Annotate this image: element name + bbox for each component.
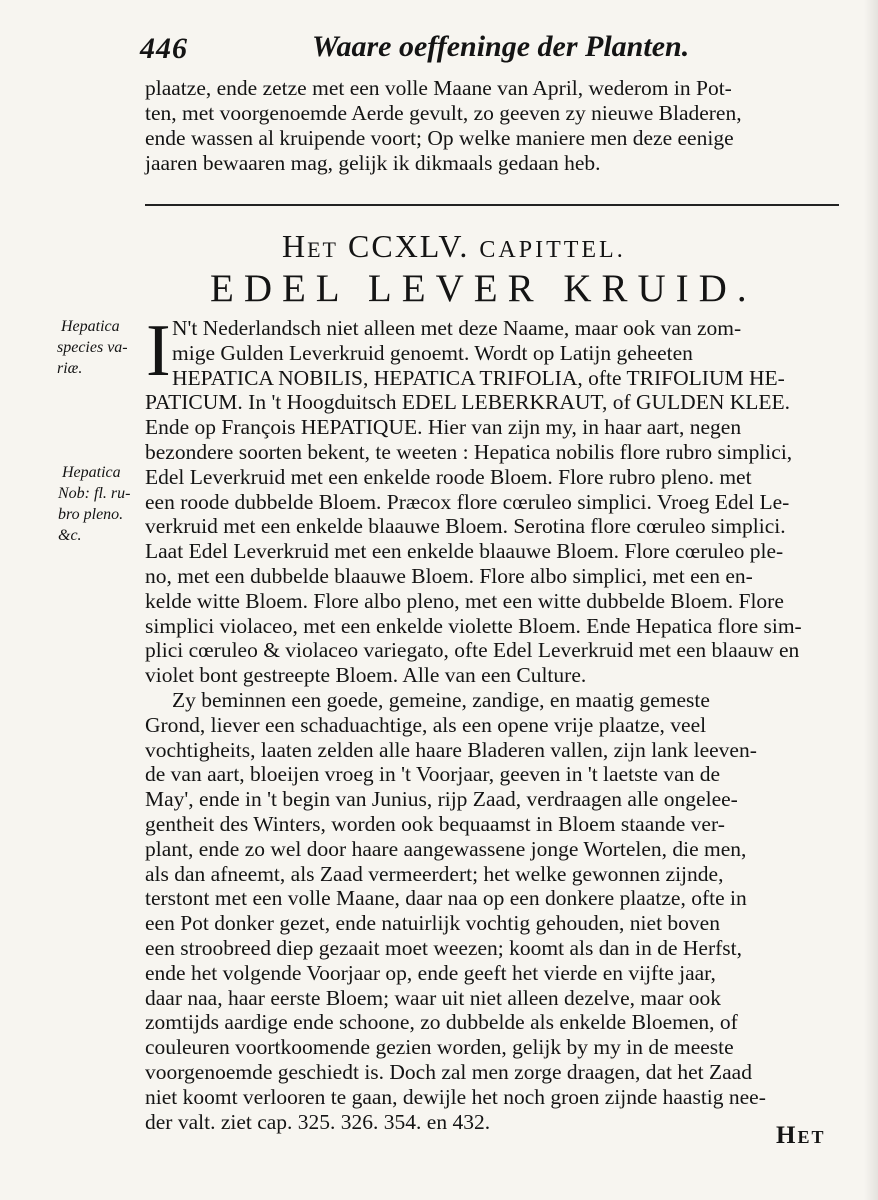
chapter-capittel: CAPITTEL.: [479, 237, 626, 263]
text-line: N't Nederlandsch niet alleen met deze Naame, maar ook van zom-: [172, 316, 742, 340]
text-line: ende wassen al kruipende voort; Op welke maniere men deze eenige: [145, 126, 734, 150]
margin-note-line: Hepatica: [61, 318, 120, 335]
text-line: daar naa, haar eerste Bloem; waar uit niet alleen dezelve, maar ook: [145, 985, 722, 1010]
text-line: no, met een dubbelde blaauwe Bloem. Flore albo simplici, met een en-: [145, 564, 753, 588]
text-line: een stroobreed diep gezaait moet weezen; koomt als dan in de Herfst,: [145, 936, 742, 960]
page-edge-shadow: [864, 0, 878, 1200]
text-line: plaatze, ende zetze met een volle Maane van April, wederom in Pot-: [145, 76, 732, 100]
text-line: May', ende in 't begin van Junius, rijp Zaad, verdraagen alle ongelee-: [145, 787, 738, 812]
text-line: niet koomt verlooren te gaan, dewijle het noch groen zijnde haastig nee-: [145, 1084, 766, 1109]
text-line: als dan afneemt, als Zaad vermeerdert; het welke gewonnen zijnde,: [145, 861, 724, 886]
margin-note-line: species va-: [57, 339, 128, 356]
text-line: mige Gulden Leverkruid genoemt. Wordt op Latijn geheeten: [172, 340, 693, 365]
chapter-title: EDEL LEVER KRUID.: [210, 267, 757, 310]
text-line: voorgenoemde geschiedt is. Doch zal men zorge draagen, dat het Zaad: [145, 1060, 752, 1084]
running-title: Waare oeffeninge der Planten.: [312, 30, 690, 63]
margin-note-line: Nob: fl. ru-: [58, 485, 131, 502]
margin-note-line: bro pleno.: [58, 506, 124, 523]
margin-note-line: riæ.: [57, 360, 83, 377]
text-line: een Pot donker gezet, ende natuirlijk vochtig gehouden, niet boven: [145, 911, 720, 936]
text-line: zomtijds aardige ende schoone, zo dubbelde als enkelde Bloemen, of: [145, 1010, 738, 1035]
text-line: couleuren voortkoomende gezien worden, gelijk by my in de meeste: [145, 1035, 734, 1060]
text-line: der valt. ziet cap. 325. 326. 354. en 432.: [145, 1109, 491, 1134]
catchword: Het: [776, 1122, 826, 1149]
margin-note-line: &c.: [58, 527, 82, 544]
text-line: jaaren bewaaren mag, gelijk ik dikmaals gedaan heb.: [145, 151, 601, 175]
page-header: [140, 30, 840, 76]
margin-note-line: Hepatica: [62, 464, 121, 481]
text-line: kelde witte Bloem. Flore albo pleno, met een witte dubbelde Bloem. Flore: [145, 588, 784, 613]
text-line: bezondere soorten bekent, te weeten : Hepatica nobilis flore rubro simplici,: [145, 440, 793, 464]
text-line: verkruid met een enkelde blaauwe Bloem. Serotina flore cœruleo simplici.: [145, 514, 786, 539]
text-line: vochtigheits, laaten zelden alle haare Bladeren vallen, zijn lank leeven-: [145, 737, 757, 762]
margin-note: [58, 462, 130, 546]
text-line: terstont met een volle Maane, daar naa op een donkere plaatze, ofte in: [145, 886, 747, 911]
text-line: HEPATICA NOBILIS, HEPATICA TRIFOLIA, ofte TRIFOLIUM HE-: [172, 365, 785, 390]
text-line: ende het volgende Voorjaar op, ende geeft het vierde en vijfte jaar,: [145, 960, 716, 985]
drop-cap: I: [146, 310, 171, 392]
text-line: Grond, liever een schaduachtige, als een opene vrije plaatze, veel: [145, 712, 707, 737]
text-line: gentheit des Winters, worden ook bequaamst in Bloem staande ver-: [145, 812, 725, 836]
page-number: 446: [140, 32, 188, 65]
text-line: Ende op François HEPATIQUE. Hier van zijn my, in haar aart, negen: [145, 415, 742, 440]
text-line: violet bont gestreepte Bloem. Alle van een Culture.: [145, 663, 587, 688]
chapter-number: CCXLV.: [348, 228, 470, 264]
text-line: de van aart, bloeijen vroeg in 't Voorjaar, geeven in 't laetste van de: [145, 762, 721, 787]
text-line: een roode dubbelde Bloem. Præcox flore cœruleo simplici. Vroeg Edel Le-: [145, 489, 790, 514]
text-line: PATICUM. In 't Hoogduitsch EDEL LEBERKRAUT, of GULDEN KLEE.: [145, 390, 791, 415]
text-line: Zy beminnen een goede, gemeine, zandige, en maatig gemeste: [172, 688, 710, 712]
text-line: Edel Leverkruid met een enkelde roode Bloem. Flore rubro pleno. met: [145, 464, 752, 489]
text-line: ten, met voorgenoemde Aerde gevult, zo geeven zy nieuwe Bladeren,: [145, 101, 742, 125]
text-line: Laat Edel Leverkruid met een enkelde blaauwe Bloem. Flore cœruleo ple-: [145, 539, 784, 564]
chapter-het: Het: [282, 228, 338, 264]
text-line: plant, ende zo wel door haare aangewassene jonge Wortelen, die men,: [145, 836, 747, 861]
chapter-heading: [282, 228, 626, 265]
text-line: plici cœruleo & violaceo variegato, ofte Edel Leverkruid met een blaauw en: [145, 638, 800, 663]
text-line: simplici violaceo, met een enkelde violette Bloem. Ende Hepatica flore sim-: [145, 613, 802, 638]
margin-note: [57, 316, 128, 379]
section-divider: [145, 204, 839, 206]
